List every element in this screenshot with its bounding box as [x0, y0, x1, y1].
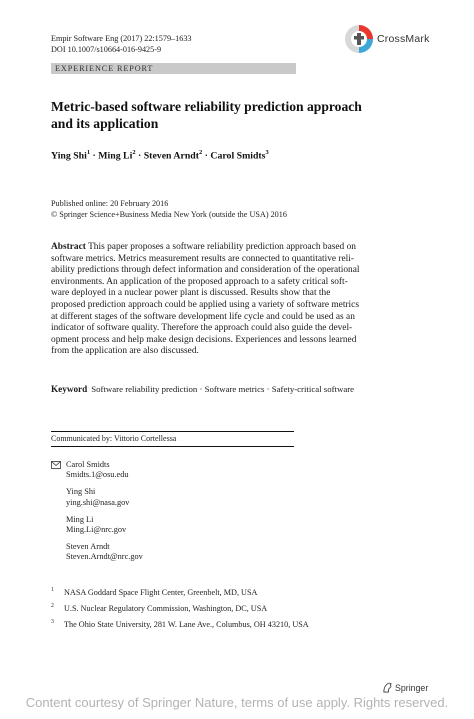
affiliation-text: NASA Goddard Space Flight Center, Greenbelt, MD, USA: [64, 588, 258, 597]
abstract-label: Abstract: [51, 242, 86, 252]
contact-entry: [51, 460, 143, 480]
abstract-line: from the application are also discussed.: [51, 346, 199, 357]
keywords-text: Software reliability prediction · Software metrics · Safety-critical software: [91, 384, 355, 394]
abstract: [51, 242, 424, 358]
affiliation-list: [51, 588, 309, 636]
abstract-line: opment process and help make design decisions. Experiences and lessons learned: [51, 334, 357, 345]
springer-logo: [382, 682, 428, 693]
author-name[interactable]: Steven Arndt: [143, 150, 199, 162]
contact-entry: [51, 487, 143, 507]
contact-name: Carol Smidts: [66, 460, 110, 469]
title-line-2: and its application: [51, 116, 159, 131]
author-separator: ·: [90, 150, 99, 162]
affiliation-entry: [51, 620, 309, 636]
crossmark-badge[interactable]: [344, 22, 436, 56]
abstract-line: at different stages of the software development life cycle and could be used as an: [51, 311, 355, 322]
published-online: Published online: 20 February 2016: [51, 199, 169, 208]
author-list: [51, 149, 269, 161]
contact-entry: [51, 515, 143, 535]
contact-email[interactable]: Steven.Arndt@nrc.gov: [66, 552, 143, 562]
author-separator: ·: [135, 150, 144, 162]
abstract-line: Abstract This paper proposes a software reliability prediction approach based on: [51, 242, 356, 252]
crossmark-label: CrossMark: [377, 33, 430, 45]
abstract-line: environments. An application of the proposed approach to a safety critical soft-: [51, 276, 348, 287]
affiliation-number: 2: [51, 603, 54, 609]
contact-name: Steven Arndt: [66, 542, 110, 552]
abstract-line: proposed prediction approach could be applied using a variety of software metrics: [51, 299, 359, 310]
affiliation-number: 3: [51, 619, 54, 625]
crossmark-icon: [344, 24, 374, 54]
author-affiliation-mark: 1: [86, 149, 91, 156]
abstract-line: indicator of software quality. Therefore the approach could also guide the devel-: [51, 323, 353, 334]
title-line-1: Metric-based software reliability prediction approach: [51, 99, 362, 114]
affiliation-text: U.S. Nuclear Regulatory Commission, Washington, DC, USA: [64, 604, 268, 613]
author-affiliation-mark: 2: [132, 149, 136, 156]
author-separator: ·: [202, 150, 211, 162]
paper-title: [51, 98, 381, 132]
journal-citation: [51, 34, 192, 55]
contact-email[interactable]: Ming.Li@nrc.gov: [66, 525, 127, 535]
contact-name: Ying Shi: [66, 487, 96, 497]
courtesy-notice: Content courtesy of Springer Nature, terms of use apply. Rights reserved.: [25, 695, 449, 710]
communicated-by: Communicated by: Vittorio Cortellessa: [51, 434, 177, 443]
abstract-line: ability predictions through defect information and consideration of the operational: [51, 265, 360, 276]
keywords: [51, 384, 431, 395]
article-type-banner: [51, 63, 296, 74]
author-affiliation-mark: 3: [265, 149, 269, 156]
affiliation-number: 1: [51, 587, 54, 593]
doi-line[interactable]: DOI 10.1007/s10664-016-9425-9: [51, 44, 162, 54]
contact-email[interactable]: Smidts.1@osu.edu: [66, 470, 129, 480]
journal-line: Empir Software Eng (2017) 22:1579–1633: [51, 34, 192, 43]
author-name[interactable]: Carol Smidts: [210, 150, 266, 162]
mail-icon[interactable]: [51, 461, 61, 469]
contact-entry: [51, 542, 143, 562]
publication-info: [51, 199, 287, 220]
author-name[interactable]: Ying Shi: [51, 150, 87, 162]
contact-name: Ming Li: [66, 514, 94, 524]
affiliation-entry: [51, 604, 309, 620]
author-affiliation-mark: 2: [198, 149, 203, 156]
keywords-label: Keyword: [51, 384, 88, 394]
abstract-line: software metrics. Metrics measurement results are connected to quantitative reli-: [51, 253, 355, 264]
abstract-line: ware deployed in a nuclear power plant is discussed. Results show that the: [51, 288, 331, 299]
contact-list: [51, 460, 143, 570]
author-name[interactable]: Ming Li: [98, 150, 133, 162]
affiliation-entry: [51, 588, 309, 604]
contact-email[interactable]: ying.shi@nasa.gov: [66, 497, 130, 507]
divider-top: [51, 431, 294, 432]
affiliation-text: The Ohio State University, 281 W. Lane Ave., Columbus, OH 43210, USA: [64, 620, 309, 629]
springer-horse-icon: [382, 682, 393, 693]
article-type-label: EXPERIENCE REPORT: [55, 64, 154, 73]
publisher-name: Springer: [395, 682, 429, 693]
divider-bottom: [51, 446, 294, 447]
copyright-notice: © Springer Science+Business Media New York (outside the USA) 2016: [51, 209, 287, 219]
